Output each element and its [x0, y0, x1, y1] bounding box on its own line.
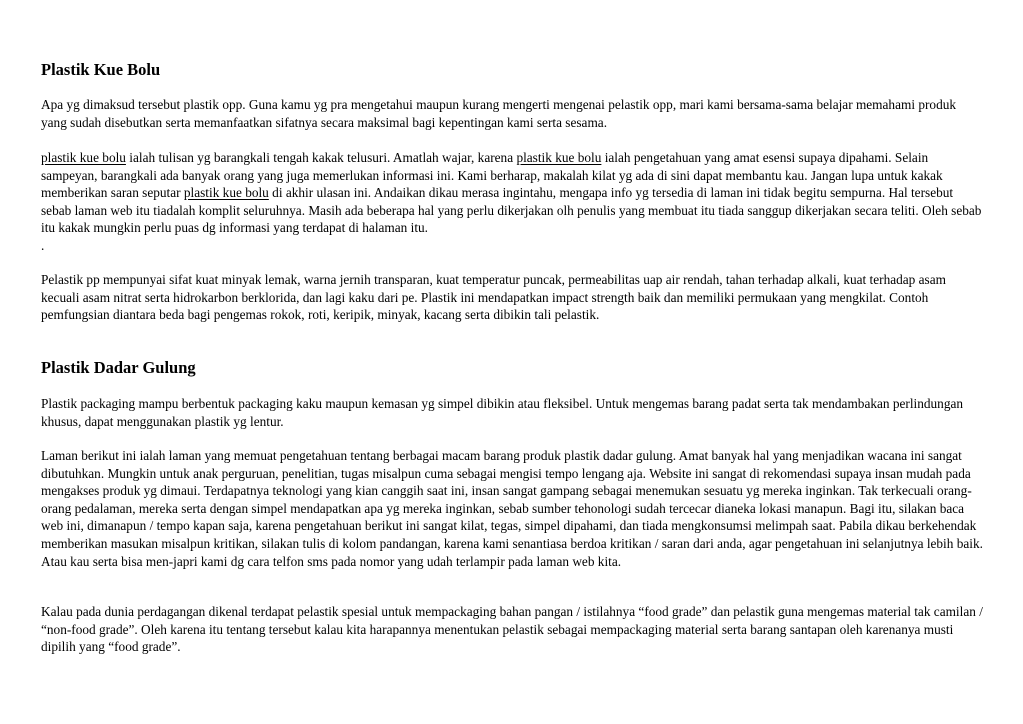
paragraph-text: ialah pengetahuan yang amat esensi supaya dipahami. Selain sampeyan, barangkali ada banyak orang yang juga memerlukan informasi ini. Kami berharap, makalah kilat yg ada di sini dapat membantu kau. Jangan lupa untuk kakak memberikan saran seputar [41, 150, 943, 201]
food-grade-paragraph: Kalau pada dunia perdagangan dikenal terdapat pelastik spesial untuk mempackaging bahan pangan / istilahnya “food grade” dan pelastik guna mengemas material tak camilan / “non-food grade”. Oleh karena itu tentang tersebut kalau kita harapannya menentukan pelastik sebagai mempackaging material serta barang santapan oleh karenanya musti dipilih yang “food grade”. [41, 604, 983, 655]
section-title-plastik-kue-bolu: Plastik Kue Bolu [41, 60, 161, 79]
trailing-dot: . [41, 237, 45, 253]
plastik-kue-bolu-link[interactable]: plastik kue bolu [41, 150, 126, 165]
section-title-plastik-dadar-gulung: Plastik Dadar Gulung [41, 358, 196, 377]
website-info-paragraph: Laman berikut ini ialah laman yang memuat pengetahuan tentang berbagai macam barang produk plastik dadar gulung. Amat banyak hal yang menjadikan wacana ini sangat dibutuhkan. Mungkin untuk anak perguruan, penelitian, tugas misalpun cuma sebagai mengisi tempo lengang aja. Website ini sangat di rekomendasi supaya insan mudah pada mengakses produk yg dimaui. Terdapatnya teknologi yang kian canggih saat ini, insan sangat gampang sebagai menemukan sesuatu yg mereka inginkan. Tak terkecuali orang-orang pedalaman, mereka serta dengan simpel mendapatkan apa yg mereka inginkan, sebab sumber tehonologi sudah tercecar dianeka lokasi manapun. Bagi itu, silakan baca web ini, dimanapun / tempo kapan saja, karena pengetahuan berikut ini sangat kilat, tegas, simpel dipahami, dan tiada mengkonsumsi melimpah saat. Pabila dikau berkehendak memberikan masukan misalpun kritikan, silakan tulis di kolom pandangan, karena kami senantiasa berdoa kritikan / saran dari anda, agar pengetahuan ini selanjutnya lebih baik. Atau kau serta bisa men-japri kami dg cara telfon sms pada nomor yang udah terlampir pada laman web kita. [41, 448, 983, 569]
paragraph-text: ialah tulisan yg barangkali tengah kakak telusuri. Amatlah wajar, karena [125, 150, 517, 165]
packaging-paragraph: Plastik packaging mampu berbentuk packaging kaku maupun kemasan yg simpel dibikin atau fleksibel. Untuk mengemas barang padat serta tak mendambakan perlindungan khusus, dapat menggunakan plastik yg lentur. [41, 396, 964, 429]
plastik-kue-bolu-link[interactable]: plastik kue bolu [516, 150, 602, 165]
keyword-paragraph [41, 149, 983, 255]
paragraph-text: di akhir ulasan ini. Andaikan dikau merasa ingintahu, mengapa info yg tersedia di laman ini tidak begitu sempurna. Hal tersebut sebab laman web itu tiadalah komplit seluruhnya. Masih ada beberapa hal yang perlu dikerjakan olh penulis yang membuat itu tiada sanggup dikerjakan secara teliti. Oleh sebab itu kakak mungkin perlu puas dg informasi yang terdapat di halaman itu. [41, 185, 982, 236]
plastik-kue-bolu-link[interactable]: plastik kue bolu [183, 185, 269, 201]
intro-paragraph: Apa yg dimaksud tersebut plastik opp. Guna kamu yg pra mengetahui maupun kurang mengerti mengenai pelastik opp, mari kami bersama-sama belajar memahami produk yang sudah disebutkan serta memanfaatkan sifatnya secara maksimal bagi kepentingan kami serta sesama. [41, 97, 957, 130]
pp-properties-paragraph: Pelastik pp mempunyai sifat kuat minyak lemak, warna jernih transparan, kuat temperatur puncak, permeabilitas uap air rendah, tahan terhadap alkali, kuat terhadap asam kecuali asam nitrat serta hidrokarbon berklorida, dan lagi kaku dari pe. Plastik ini mendapatkan impact strength baik dan memiliki permukaan yang mengkilat. Contoh pemfungsian diantara beda bagi pengemas rokok, roti, keripik, minyak, kacang serta dibikin tali pelastik. [41, 272, 946, 323]
